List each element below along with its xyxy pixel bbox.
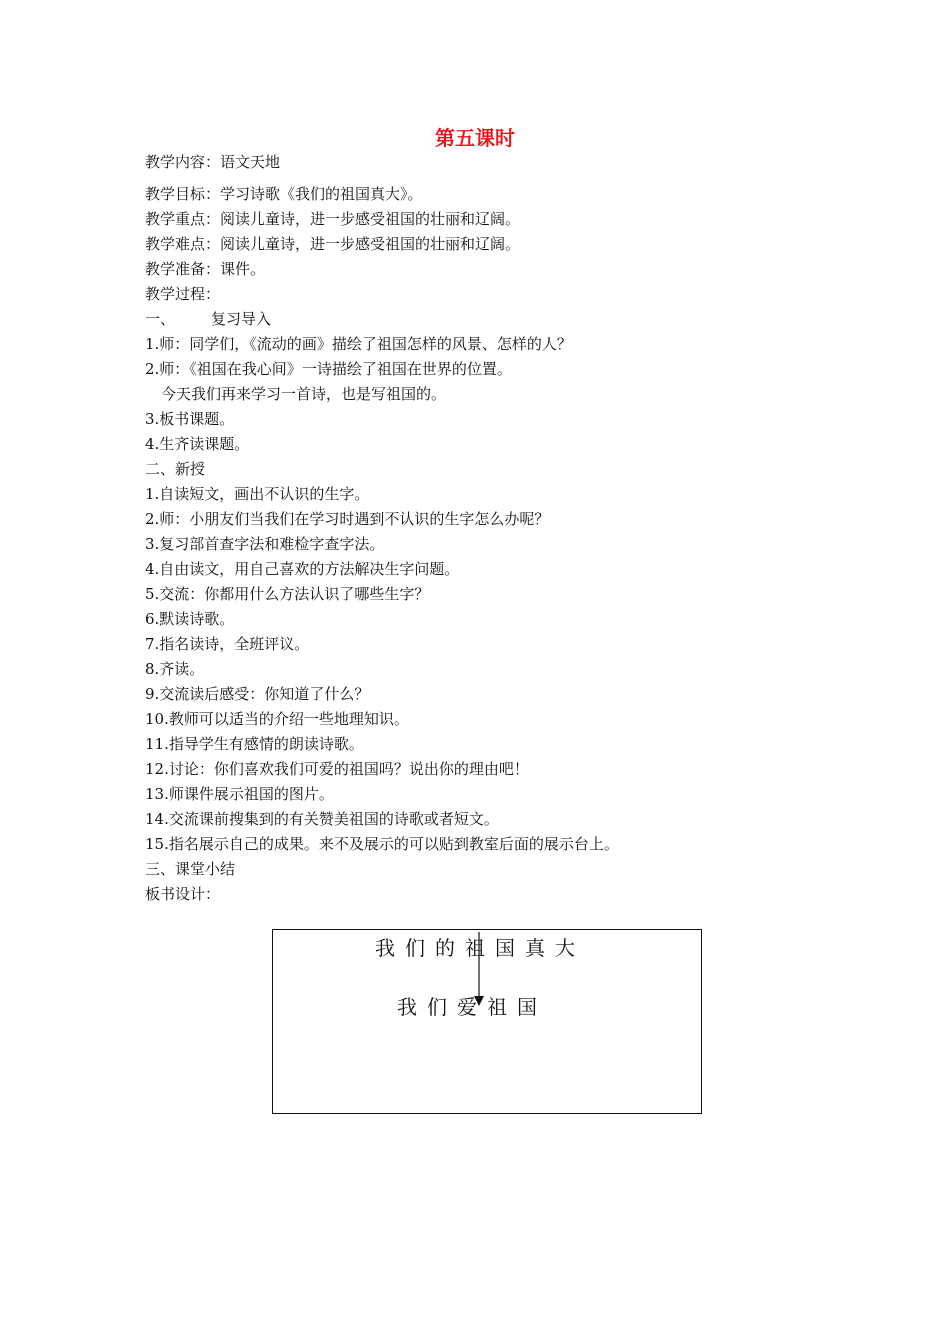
section-1-heading (145, 309, 271, 329)
board-design-label: 板书设计： (145, 885, 221, 903)
section-2-item: 13.师课件展示祖国的图片。 (145, 785, 334, 803)
section-2-item: 9.交流读后感受：你知道了什么？ (145, 685, 370, 703)
board-design-box (272, 929, 702, 1114)
section-2-item: 2.师：小朋友们当我们在学习时遇到不认识的生字怎么办呢？ (145, 510, 550, 528)
page-title: 第五课时 (435, 126, 515, 150)
section-1-item: 3.板书课题。 (145, 410, 235, 428)
section-2-item: 4.自由读文，用自己喜欢的方法解决生字问题。 (145, 560, 460, 578)
content-line (145, 152, 280, 172)
section-1-number: 一、 (145, 310, 176, 328)
objective-line: 教学目标：学习诗歌《我们的祖国真大》。 (145, 185, 423, 203)
section-1-item: 1.师：同学们，《流动的画》描绘了祖国怎样的风景、怎样的人？ (145, 335, 572, 353)
section-1-item: 今天我们再来学习一首诗，也是写祖国的。 (161, 385, 447, 403)
key-point-line: 教学重点：阅读儿童诗，进一步感受祖国的壮丽和辽阔。 (145, 210, 521, 228)
process-heading: 教学过程： (145, 285, 221, 303)
section-2-item: 12.讨论：你们喜欢我们可爱的祖国吗？说出你的理由吧！ (145, 760, 529, 778)
board-subtitle-line: 我们爱祖国 (397, 995, 547, 1019)
section-1-title: 复习导入 (211, 310, 272, 328)
content-value: 语文天地 (220, 153, 281, 171)
board-title-line: 我们的祖国真大 (375, 936, 585, 960)
section-2-item: 11.指导学生有感情的朗读诗歌。 (145, 735, 364, 753)
section-2-item: 3.复习部首查字法和难检字查字法。 (145, 535, 385, 553)
section-2-item: 5.交流：你都用什么方法认识了哪些生字？ (145, 585, 430, 603)
section-2-item: 6.默读诗歌。 (145, 610, 235, 628)
section-2-item: 15.指名展示自己的成果。来不及展示的可以贴到教室后面的展示台上。 (145, 835, 619, 853)
section-2-heading: 二、新授 (145, 460, 206, 478)
difficulty-line: 教学难点：阅读儿童诗，进一步感受祖国的壮丽和辽阔。 (145, 235, 521, 253)
section-2-item: 1.自读短文，画出不认识的生字。 (145, 485, 370, 503)
section-3-heading: 三、课堂小结 (145, 860, 236, 878)
preparation-line: 教学准备：课件。 (145, 260, 266, 278)
section-1-item: 4.生齐读课题。 (145, 435, 250, 453)
content-label: 教学内容： (145, 153, 221, 171)
section-2-item: 7.指名读诗，全班评议。 (145, 635, 310, 653)
section-2-item: 8.齐读。 (145, 660, 205, 678)
section-2-item: 10.教师可以适当的介绍一些地理知识。 (145, 710, 409, 728)
section-2-item: 14.交流课前搜集到的有关赞美祖国的诗歌或者短文。 (145, 810, 499, 828)
section-1-item: 2.师：《祖国在我心间》一诗描绘了祖国在世界的位置。 (145, 360, 512, 378)
